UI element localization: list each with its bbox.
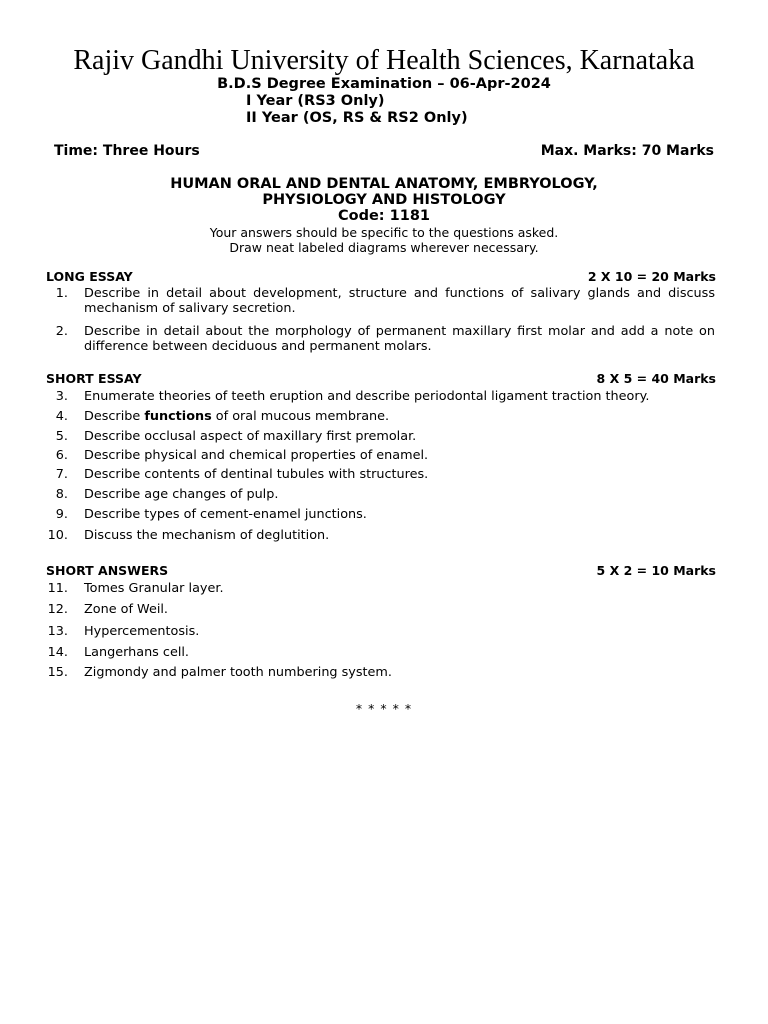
subject-line-2: PHYSIOLOGY AND HISTOLOGY: [262, 192, 506, 208]
subject-line-1: HUMAN ORAL AND DENTAL ANATOMY, EMBRYOLOGY,: [170, 176, 598, 192]
question-text: Langerhans cell.: [84, 645, 189, 660]
university-title: Rajiv Gandhi University of Health Sciences, Karnataka: [73, 45, 695, 76]
subject-code: Code: 1181: [337, 208, 431, 224]
question-text: Tomes Granular layer.: [84, 581, 224, 596]
question-number: 9.: [55, 507, 68, 522]
question-text: Describe contents of dentinal tubules with structures.: [84, 467, 429, 482]
question-text: Describe in detail about development, structure and functions of salivary glands and discuss mechanism of salivary secretion.: [84, 286, 715, 316]
section-title: SHORT ESSAY: [46, 371, 142, 386]
question-text: Describe physical and chemical properties of enamel.: [84, 448, 429, 463]
question-number: 12.: [47, 602, 68, 617]
year-line-2: II Year (OS, RS & RS2 Only): [246, 110, 468, 126]
instruction-1: Your answers should be specific to the questions asked.: [209, 225, 559, 240]
question-number: 7.: [55, 467, 68, 482]
question-text: Describe in detail about the morphology of permanent maxillary first molar and add a note on difference between deciduous and permanent molars.: [84, 324, 715, 354]
question-number: 15.: [47, 665, 68, 680]
time-marks-row: [54, 143, 714, 160]
section-title: SHORT ANSWERS: [46, 563, 169, 578]
question-text: Describe occlusal aspect of maxillary first premolar.: [84, 429, 417, 444]
question-number: 4.: [55, 409, 68, 424]
section-header-long-essay: [46, 269, 716, 284]
section-header-short-essay: [46, 371, 716, 386]
time-label: Time: Three Hours: [54, 143, 200, 159]
question-text: Zone of Weil.: [84, 602, 169, 617]
question-number: 11.: [47, 581, 68, 596]
instruction-2: Draw neat labeled diagrams wherever necessary.: [229, 240, 539, 255]
question-text: Describe types of cement-enamel junctions.: [84, 507, 367, 522]
question-text: Discuss the mechanism of deglutition.: [84, 528, 330, 543]
question-number: 13.: [47, 624, 68, 639]
question-text: Describe functions of oral mucous membrane.: [84, 409, 390, 424]
end-of-paper-mark: * * * * *: [355, 701, 413, 716]
question-text: Describe age changes of pulp.: [84, 487, 279, 502]
section-marks: 2 X 10 = 20 Marks: [587, 269, 716, 284]
question-number: 6.: [55, 448, 68, 463]
question-number: 14.: [47, 645, 68, 660]
exam-title: B.D.S Degree Examination – 06-Apr-2024: [217, 76, 551, 92]
question-number: 10.: [47, 528, 68, 543]
question-number: 3.: [55, 389, 68, 404]
year-line-1: I Year (RS3 Only): [246, 93, 385, 109]
question-number: 8.: [55, 487, 68, 502]
section-title: LONG ESSAY: [46, 269, 133, 284]
question-number: 5.: [55, 429, 68, 444]
question-text: Hypercementosis.: [84, 624, 200, 639]
question-number: 1.: [55, 286, 68, 301]
max-marks-label: Max. Marks: 70 Marks: [540, 143, 714, 159]
section-marks: 5 X 2 = 10 Marks: [596, 563, 716, 578]
section-marks: 8 X 5 = 40 Marks: [596, 371, 716, 386]
question-number: 2.: [55, 324, 68, 339]
emphasis-text: functions: [144, 409, 212, 424]
question-text: Enumerate theories of teeth eruption and describe periodontal ligament traction theory.: [84, 389, 650, 404]
question-text: Zigmondy and palmer tooth numbering system.: [84, 665, 392, 680]
section-header-short-answers: [46, 563, 716, 578]
